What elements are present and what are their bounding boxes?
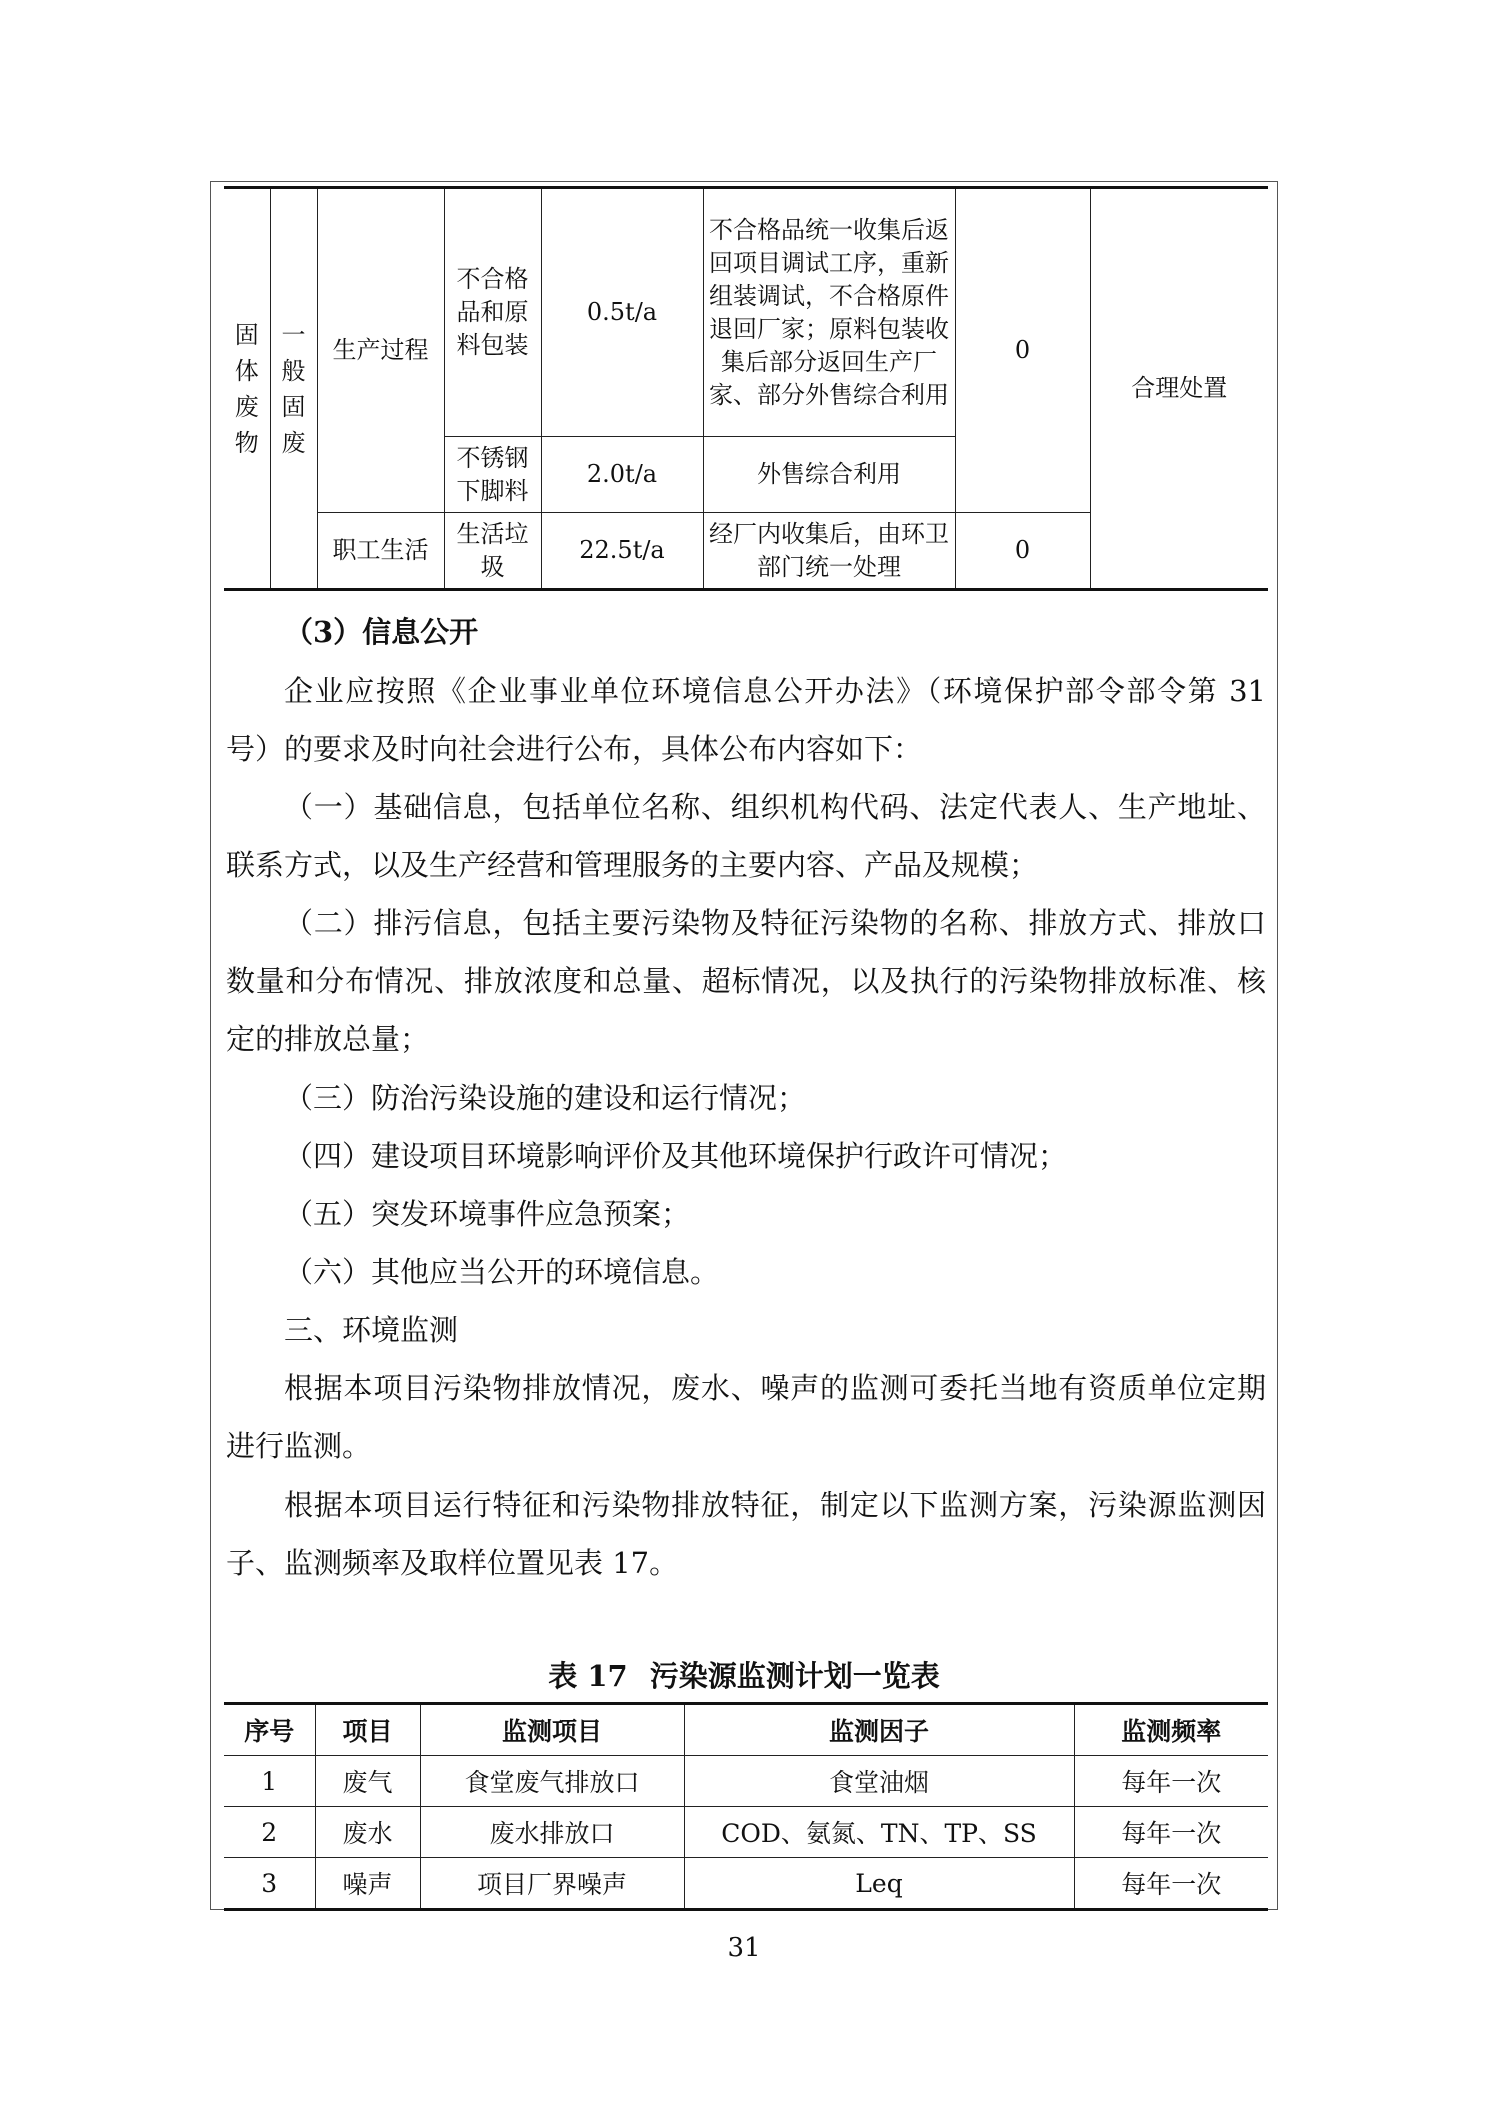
table-header-row <box>224 1704 1268 1756</box>
column-header: 监测项目 <box>420 1704 684 1756</box>
table-cell: 噪声 <box>315 1858 420 1910</box>
waste-disposal-cell: 不合格品统一收集后返回项目调试工序，重新组装调试，不合格原件退回厂家；原料包装收集后部分返回生产厂家、部分外售综合利用 <box>703 188 955 437</box>
table-caption-title: 污染源监测计划一览表 <box>649 1659 940 1693</box>
paragraph: （三）防治污染设施的建设和运行情况； <box>284 1081 807 1115</box>
column-header: 项目 <box>315 1704 420 1756</box>
paragraph: （四）建设项目环境影响评价及其他环境保护行政许可情况； <box>284 1139 1068 1173</box>
waste-name-cell: 不锈钢下脚料 <box>444 437 541 513</box>
column-header: 监测频率 <box>1074 1704 1268 1756</box>
table-caption-number: 表 17 <box>548 1659 628 1693</box>
table-cell: 1 <box>224 1756 315 1807</box>
waste-name-cell: 不合格品和原料包装 <box>444 188 541 437</box>
paragraph: 根据本项目运行特征和污染物排放特征，制定以下监测方案，污染源监测因子、监测频率及取样位置见表 17。 <box>226 1488 1266 1580</box>
waste-result-cell: 合理处置 <box>1090 188 1268 590</box>
table-cell: 废气 <box>315 1756 420 1807</box>
waste-discharge-cell: 0 <box>955 188 1090 513</box>
monitoring-plan-table <box>224 1702 1268 1911</box>
column-header: 序号 <box>224 1704 315 1756</box>
table-caption <box>0 1654 1488 1695</box>
table-cell: 每年一次 <box>1074 1807 1268 1858</box>
waste-disposal-cell: 外售综合利用 <box>703 437 955 513</box>
waste-amount-cell: 0.5t/a <box>541 188 703 437</box>
table-row <box>224 188 1268 437</box>
section-3-title: （3）信息公开 <box>284 615 479 649</box>
paragraph: （五）突发环境事件应急预案； <box>284 1197 691 1231</box>
table-cell: COD、氨氮、TN、TP、SS <box>684 1807 1074 1858</box>
table-cell: 2 <box>224 1807 315 1858</box>
paragraph: （六）其他应当公开的环境信息。 <box>284 1255 720 1289</box>
table-row <box>224 1756 1268 1807</box>
waste-category-cell: 固体废物 <box>224 188 270 590</box>
waste-source-cell: 职工生活 <box>317 513 444 590</box>
table-row <box>224 1858 1268 1910</box>
solid-waste-table <box>224 186 1268 591</box>
table-cell: 每年一次 <box>1074 1858 1268 1910</box>
waste-disposal-cell: 经厂内收集后，由环卫部门统一处理 <box>703 513 955 590</box>
table-cell: 每年一次 <box>1074 1756 1268 1807</box>
waste-name-cell: 生活垃圾 <box>444 513 541 590</box>
paragraph: （二）排污信息，包括主要污染物及特征污染物的名称、排放方式、排放口数量和分布情况、排放浓度和总量、超标情况，以及执行的污染物排放标准、核定的排放总量； <box>226 906 1266 1056</box>
page-number: 31 <box>727 1933 761 1963</box>
table-cell: 废水 <box>315 1807 420 1858</box>
table-cell: Leq <box>684 1858 1074 1910</box>
table-row <box>224 1807 1268 1858</box>
waste-amount-cell: 22.5t/a <box>541 513 703 590</box>
section-heading: 三、环境监测 <box>284 1313 459 1347</box>
waste-amount-cell: 2.0t/a <box>541 437 703 513</box>
paragraph: （一）基础信息，包括单位名称、组织机构代码、法定代表人、生产地址、联系方式，以及生产经营和管理服务的主要内容、产品及规模； <box>226 790 1266 882</box>
table-cell: 项目厂界噪声 <box>420 1858 684 1910</box>
waste-subcategory-cell: 一般固废 <box>270 188 317 590</box>
table-cell: 食堂废气排放口 <box>420 1756 684 1807</box>
waste-source-cell: 生产过程 <box>317 188 444 513</box>
table-cell: 食堂油烟 <box>684 1756 1074 1807</box>
table-cell: 3 <box>224 1858 315 1910</box>
paragraph: 企业应按照《企业事业单位环境信息公开办法》（环境保护部令部令第 31 号）的要求及时向社会进行公布，具体公布内容如下： <box>226 674 1266 766</box>
column-header: 监测因子 <box>684 1704 1074 1756</box>
table-cell: 废水排放口 <box>420 1807 684 1858</box>
paragraph: 根据本项目污染物排放情况，废水、噪声的监测可委托当地有资质单位定期进行监测。 <box>226 1371 1266 1463</box>
waste-discharge-cell: 0 <box>955 513 1090 590</box>
